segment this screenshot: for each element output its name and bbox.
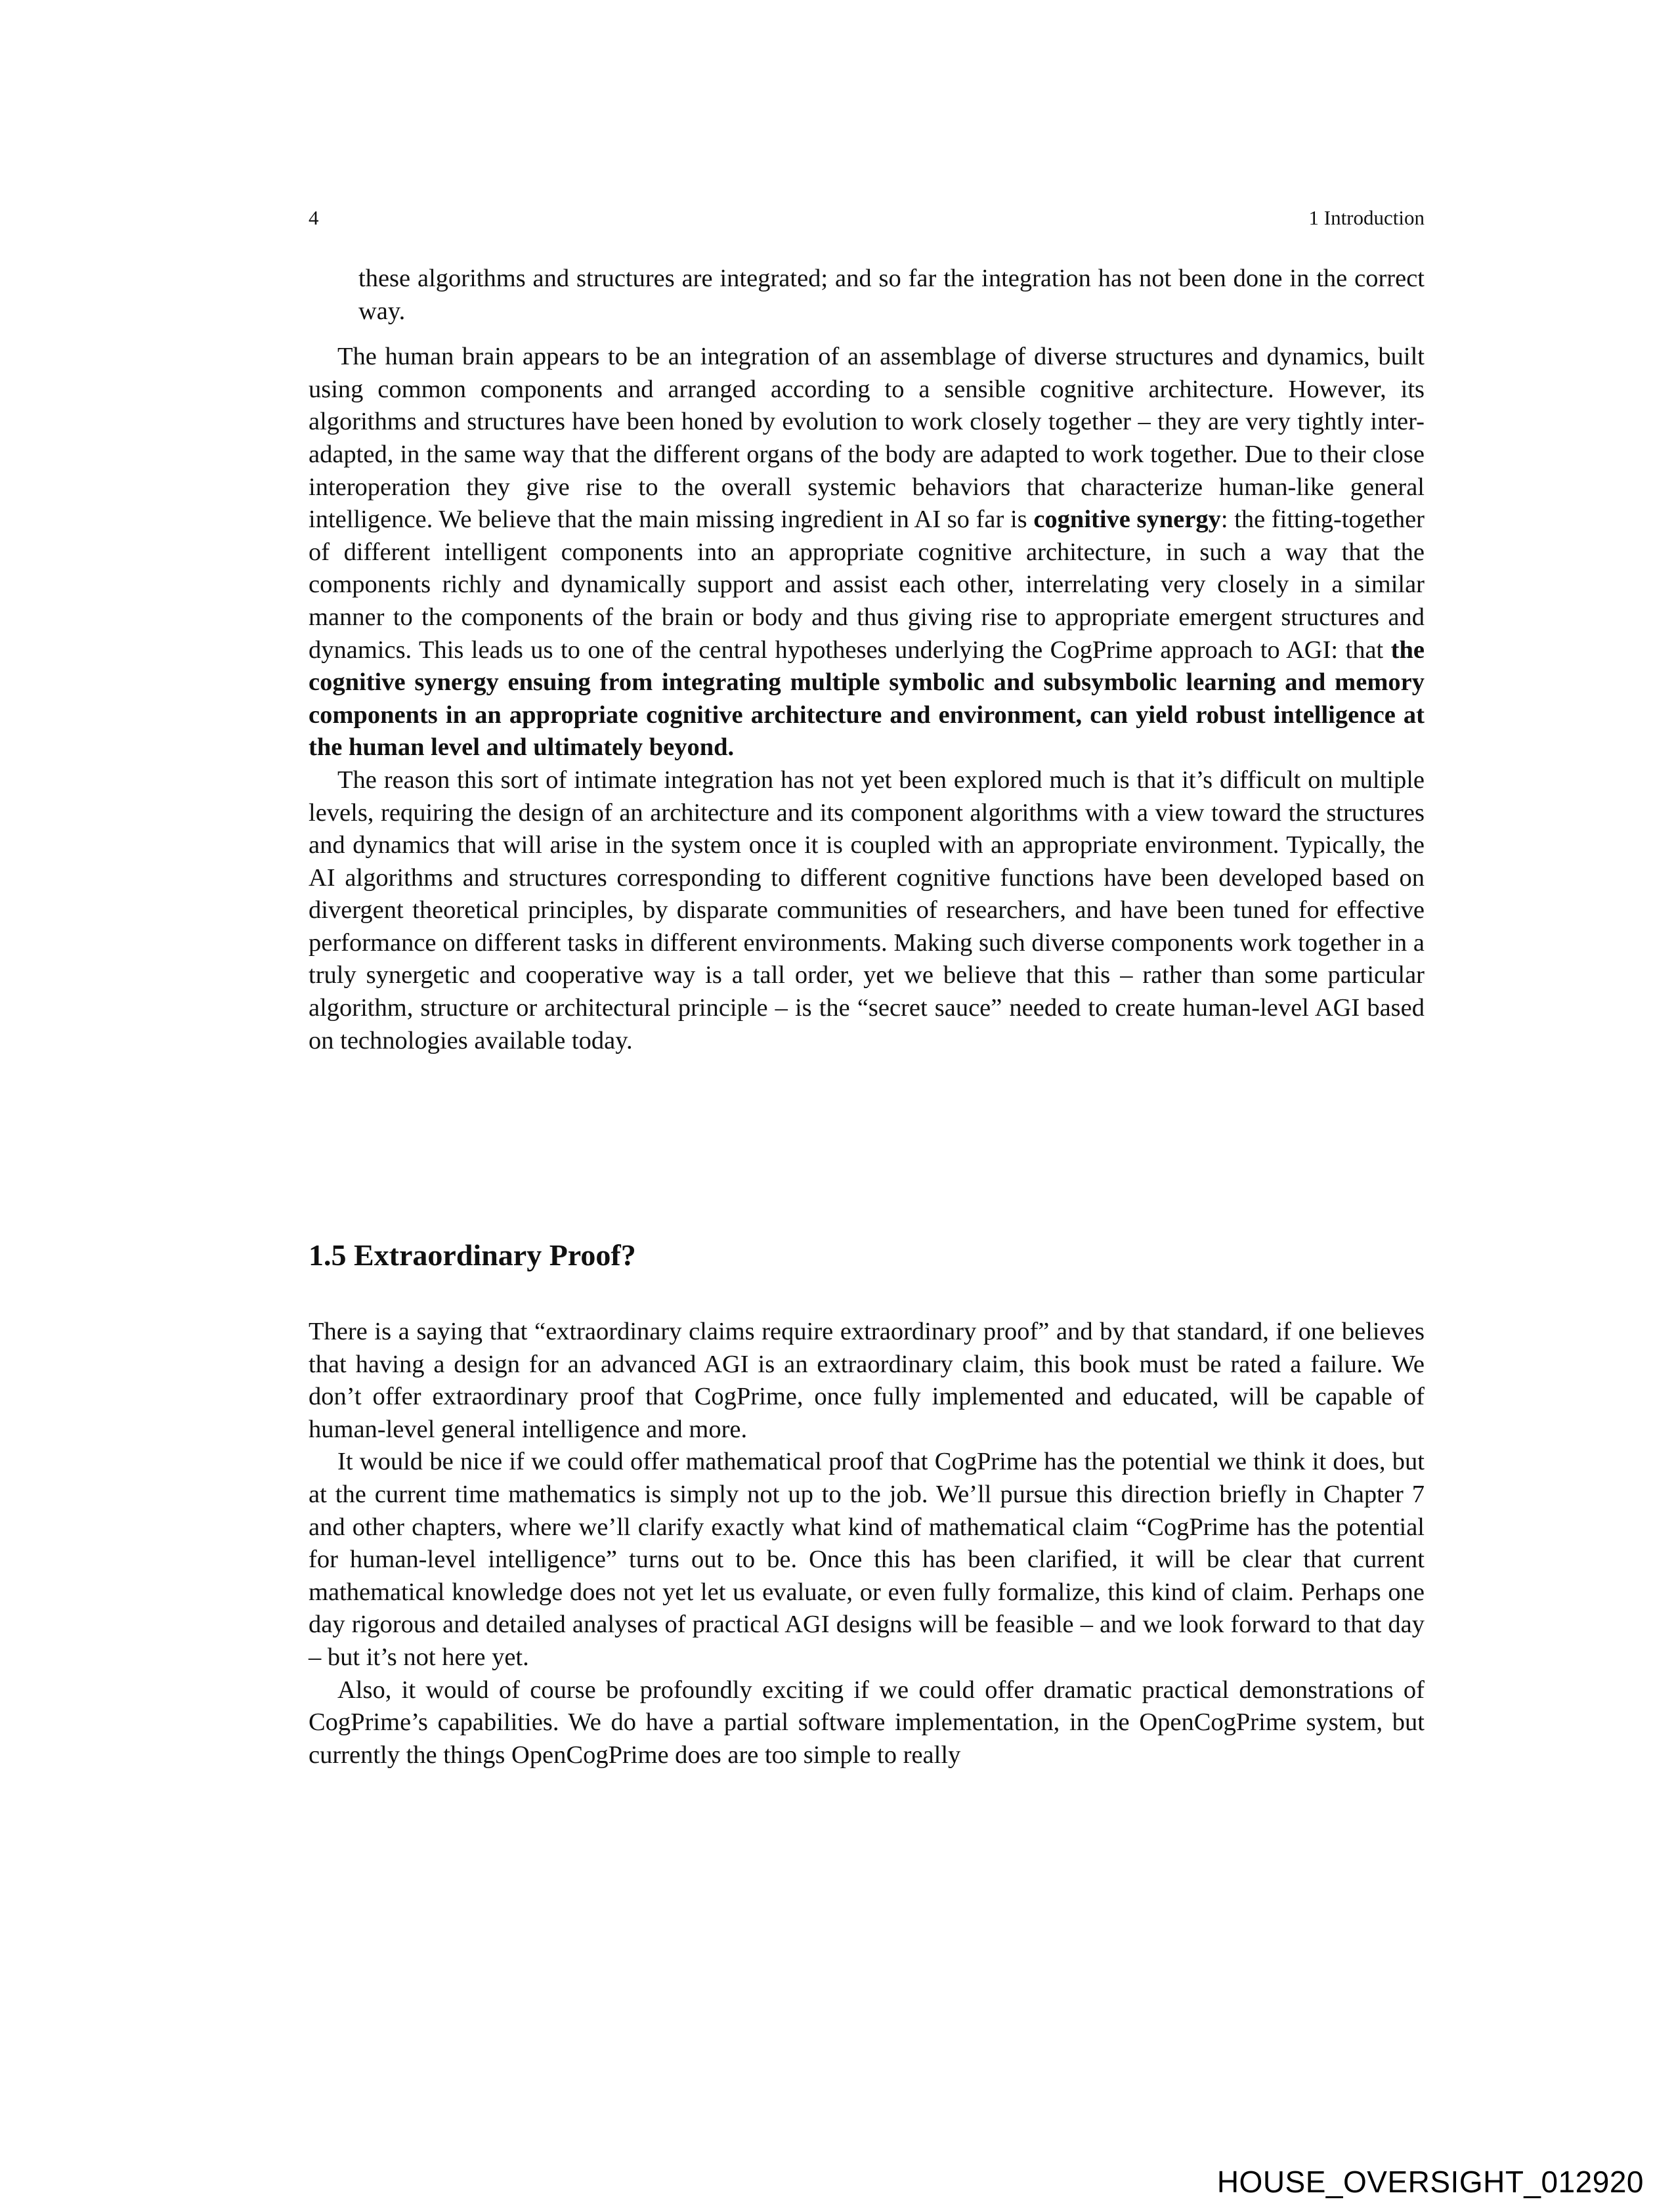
- paragraph-text: : the fitting-together of different intelligent components into an appropriate cognitive architecture, in such a way that the components richly and dynamically support and assist each other, interrelating very closely in a similar manner to the components of the brain or body and thus giving rise to appropriate emergent structures and dynamics. This leads us to one of the central hypotheses underlying the CogPrime approach to AGI: that: [309, 506, 1425, 664]
- section-heading: 1.5 Extraordinary Proof?: [309, 1238, 636, 1272]
- chapter-title: 1 Introduction: [1308, 206, 1425, 229]
- paragraph-integration-difficulty: The reason this sort of intimate integration has not yet been explored much is that it’s difficult on multiple levels, requiring the design of an architecture and its component algorithms with a view toward the structures and dynamics that will arise in the system once it is coupled with an appropriate environment. Typically, the AI algorithms and structures corresponding to different cognitive functions have been developed based on divergent theoretical principles, by disparate communities of researchers, and have been tuned for effective performance on different tasks in different environments. Making such diverse components work together in a truly synergetic and cooperative way is a tall order, yet we believe that this – rather than some particular algorithm, structure or architectural principle – is the “secret sauce” needed to create human-level AGI based on technologies available today.: [309, 766, 1425, 1054]
- section-paragraph: It would be nice if we could offer mathematical proof that CogPrime has the potential we think it does, but at the current time mathematics is simply not up to the job. We’ll pursue this direction briefly in Chapter 7 and other chapters, where we’ll clarify exactly what kind of mathematical claim “CogPrime has the potential for human-level intelligence” turns out to be. Once this has been clarified, it will be clear that current mathematical knowledge does not yet let us evaluate, or even fully formalize, this kind of claim. Perhaps one day rigorous and detailed analyses of practical AGI designs will be feasible – and we look forward to that day – but it’s not here yet.: [309, 1448, 1425, 1671]
- paragraph-cognitive-synergy: [309, 341, 1425, 764]
- body-text: [309, 263, 1425, 1057]
- running-header: [309, 205, 1425, 231]
- section-paragraph: There is a saying that “extraordinary claims require extraordinary proof” and by that standard, if one believes that having a design for an advanced AGI is an extraordinary claim, this book must be rated a failure. We don’t offer extraordinary proof that CogPrime, once fully implemented and educated, will be capable of human-level general intelligence and more.: [309, 1318, 1425, 1443]
- central-hypothesis-emphasis: the cognitive synergy ensuing from integrating multiple symbolic and subsymbolic learning and memory components in an appropriate cognitive architecture and environment, can yield robust intelligence at the human level and ultimately beyond.: [309, 636, 1425, 762]
- emphasis-term: cognitive synergy: [1033, 506, 1221, 534]
- bates-number-stamp: HOUSE_OVERSIGHT_012920: [1216, 2165, 1644, 2199]
- continued-list-item-text: these algorithms and structures are integrated; and so far the integration has not been done in the correct way.: [358, 265, 1425, 325]
- page-number: 4: [309, 206, 319, 229]
- paragraph-text: The human brain appears to be an integration of an assemblage of diverse structures and dynamics, built using common components and arranged according to a sensible cognitive architecture. However, its algorithms and structures have been honed by evolution to work closely together – they are very tightly inter-adapted, in the same way that the different organs of the body are adapted to work together. Due to their close interoperation they give rise to the overall systemic behaviors that characterize human-like general intelligence. We believe that the main missing ingredient in AI so far is: [309, 343, 1425, 534]
- section-body: [309, 1316, 1425, 1771]
- section-paragraph: Also, it would of course be profoundly exciting if we could offer dramatic practical demonstrations of CogPrime’s capabilities. We do have a partial software implementation, in the OpenCogPrime system, but currently the things OpenCogPrime does are too simple to really: [309, 1676, 1425, 1769]
